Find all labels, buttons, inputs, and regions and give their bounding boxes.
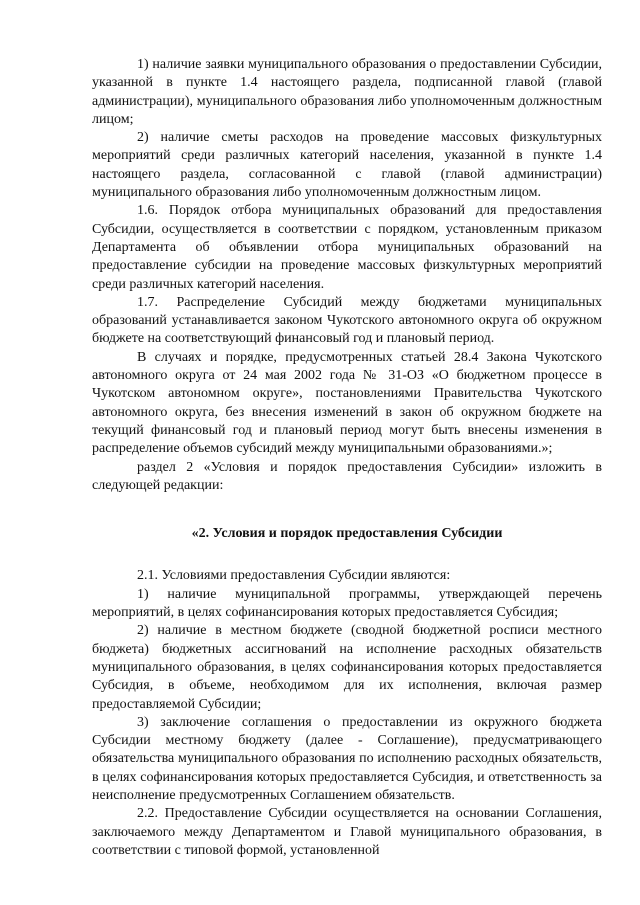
paragraph-application-requirement: 1) наличие заявки муниципального образования о предоставлении Субсидии, указанной в пункте 1.4 настоящего раздела, подписанной главой (главой администрации), муниципального образования либо уполномоченным должностным лицом; xyxy=(92,57,602,127)
paragraph-condition-program: 1) наличие муниципальной программы, утверждающей перечень мероприятий, в целях софинансирования которых предоставляется Субсидия; xyxy=(92,586,602,621)
paragraph-1-6-selection-procedure: 1.6. Порядок отбора муниципальных образований для предоставления Субсидии, осуществляется в соответствии с порядком, установленным приказом Департамента об объявлении отбора муниципальных образований на предоставление субсидии на проведение массовых физкультурных мероприятий среди различных категорий населения. xyxy=(92,203,602,292)
paragraph-estimate-requirement: 2) наличие сметы расходов на проведение массовых физкультурных мероприятий среди различных категорий населения, указанной в пункте 1.4 настоящего раздела, согласованной с главой (главой администрации) муниципального образования либо уполномоченным должностным лицом. xyxy=(92,130,602,201)
paragraph-condition-budget: 2) наличие в местном бюджете (сводной бюджетной росписи местного бюджета) бюджетных ассигнований на исполнение расходных обязательств муниципального образования, в целях софинансирования которых предоставляется Субсидия, в объеме, необходимом для их исполнения, включая размер предоставляемой Субсидии; xyxy=(92,623,602,712)
paragraph-budget-changes: В случаях и порядке, предусмотренных статьей 28.4 Закона Чукотского автономного округа от 24 мая 2002 года № 31-ОЗ «О бюджетном процессе в Чукотском автономном округе», постановлениями Правительства Чукотского автономного округа, без внесения изменений в закон об окружном бюджете на текущий финансовый год и плановый период могут быть внесены изменения в распределение объемов субсидий между муниципальными образованиями.»; xyxy=(92,349,602,457)
paragraph-condition-agreement: 3) заключение соглашения о предоставлении из окружного бюджета Субсидии местному бюджету (далее - Соглашение), предусматривающего обязательства муниципального образования по исполнению расходных обязательств, в целях софинансирования которых предоставляется Субсидия, и ответственность за неисполнение предусмотренных Соглашением обязательств. xyxy=(92,714,602,803)
paragraph-2-2-provision: 2.2. Предоставление Субсидии осуществляется на основании Соглашения, заключаемого между Департаментом и Главой муниципального образования, в соответствии с типовой формой, установленной xyxy=(92,806,602,858)
paragraph-1-7-distribution: 1.7. Распределение Субсидий между бюджетами муниципальных образований устанавливается законом Чукотского автономного округа об окружном бюджете на соответствующий финансовый год и плановый период. xyxy=(92,294,602,347)
paragraph-2-1-conditions: 2.1. Условиями предоставления Субсидии являются: xyxy=(137,568,451,584)
section-2-heading: «2. Условия и порядок предоставления Субсидии xyxy=(191,526,503,542)
paragraph-section-2-intro: раздел 2 «Условия и порядок предоставления Субсидии» изложить в следующей редакции: xyxy=(92,459,602,493)
